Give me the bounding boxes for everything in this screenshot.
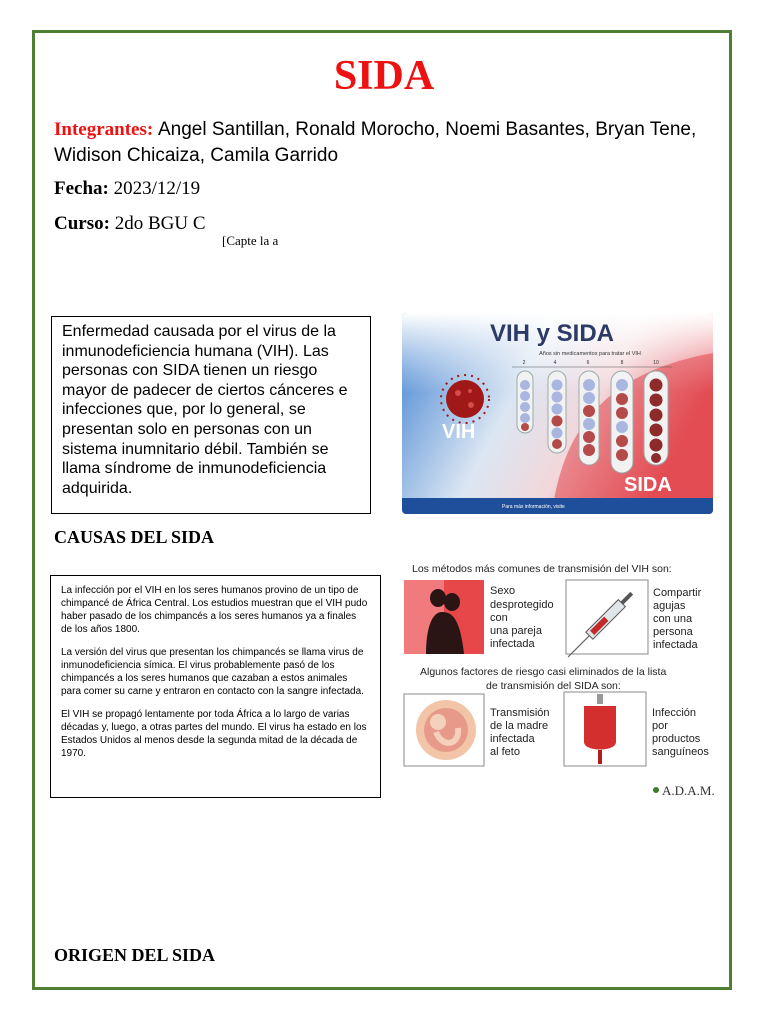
hiv-image-title: VIH y SIDA [489,320,615,347]
factor2-line4: sanguíneos [652,746,709,758]
factors-heading-2: de transmisión del SIDA son: [486,680,621,692]
factor2-line2: por [652,720,668,732]
course-label: Curso: [54,213,110,234]
course-line [54,213,206,235]
causas-paragraph-2: La versión del virus que presentan los chimpancés se llama virus de inmunodeficiencia símica. El virus probablemente pasó de los chimpancés a los seres humanos que cazaban a estos animales para comer su carne y entraron en contacto con la sangre infectada. [61,647,364,697]
tick-8: 8 [620,360,624,366]
method1-line4: una pareja [490,625,542,637]
causas-heading: CAUSAS DEL SIDA [54,527,215,547]
definition-textbox: Enfermedad causada por el virus de la inmunodeficiencia humana (VIH). Las personas con SIDA tienen un riesgo mayor de padecer de ciertos cánceres e infecciones que, por lo general, se presentan solo en personas con un sistema inumnitario débil. También se llama síndrome de inmunodeficiencia adquirida. [51,316,371,514]
method2-line4: persona [653,626,693,638]
factor1-line2: de la madre [490,720,549,732]
members-line [54,119,696,141]
factor1-line3: infectada [490,733,535,745]
method2-line2: agujas [653,600,686,612]
blood-bag-illustration [564,692,646,766]
fetus-illustration [404,694,484,766]
tick-4: 4 [553,360,557,366]
factor1-line1: Transmisión [490,707,550,719]
tick-6: 6 [586,360,590,366]
members-names-2: Widison Chicaiza, Camila Garrido [54,145,339,166]
adam-logo: A.D.A.M. [662,783,715,798]
factor2-line1: Infección [652,707,697,719]
transmission-graphic [402,558,720,803]
method2-line5: infectada [653,639,698,651]
hiv-image-footer: Para más información, visite [502,504,565,510]
adam-heading: Los métodos más comunes de transmisión del VIH son: [412,563,672,575]
caption-fragment: [Capte la a [222,233,279,248]
hiv-sida-graphic [402,313,713,514]
origen-heading: ORIGEN DEL SIDA [54,945,216,965]
causas-paragraph-3: El VIH se propagó lentamente por toda África a lo largo de varias décadas y, luego, a otras partes del mundo. El virus ha estado en los Estados Unidos al menos desde la segunda mitad de la década de 1970. [61,709,367,759]
label-sida: SIDA [624,474,672,496]
method1-line3: con [490,612,508,624]
tick-2: 2 [522,360,526,366]
factors-heading-1: Algunos factores de riesgo casi eliminados de la lista [420,666,667,678]
tick-10: 10 [653,360,659,366]
causas-textbox [50,575,381,798]
adam-leaf-icon [653,787,659,793]
course-value: 2do BGU C [114,213,206,234]
syringe-illustration [565,580,648,660]
couple-illustration [404,580,484,654]
hiv-image-subtitle: Años sin medicamentos para tratar el VIH [539,351,641,357]
hiv-sida-image [402,313,713,514]
factor2-line3: productos [652,733,701,745]
method1-line1: Sexo [490,585,516,597]
method1-line2: desprotegido [490,599,554,611]
date-line [54,178,200,200]
page-title: SIDA [333,53,435,99]
members-names-1: Angel Santillan, Ronald Morocho, Noemi Basantes, Bryan Tene, [157,119,697,140]
date-label: Fecha: [54,178,109,199]
method1-line5: infectada [490,638,535,650]
method2-line1: Compartir [653,587,702,599]
causas-paragraph-1: La infección por el VIH en los seres humanos provino de un tipo de chimpancé de África Central. Los estudios muestran que el VIH pudo haber pasado de los chimpancés a los seres humanos ya a finales de los años 1800. [61,585,368,635]
label-vih: VIH [442,421,476,443]
factor1-line4: al feto [490,746,520,758]
date-value: 2023/12/19 [113,178,201,199]
transmission-infographic [402,558,720,803]
method2-line3: con una [653,613,693,625]
members-label: Integrantes: [54,119,154,140]
